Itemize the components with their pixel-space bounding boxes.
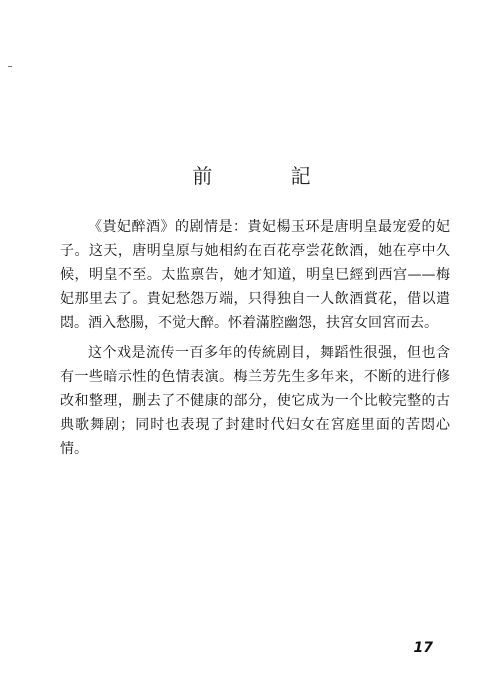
paragraph-1: 《貴妃醉酒》的剧情是：貴妃楊玉环是唐明皇最宠爱的妃子。这天，唐明皇原与她相約在百花亭尝花飲酒，她在亭中久候，明皇不至。太监禀告，她才知道，明皇巳經到西宫——梅妃那里去了。貴妃愁怨万端，只得独自一人飲酒賞花，借以遣悶。酒入愁腸，不觉大醉。怀着滿腔幽怨，扶宮女回宮而去。: [60, 219, 450, 331]
page-title: 前 記: [192, 164, 347, 188]
paragraph-2: 这个戏是流传一百多年的传統剧目，舞蹈性很强，但也含有一些暗示性的色情表演。梅兰芳先生多年来，不断的进行修改和整理，删去了不健康的部分，使它成为一个比較完整的古典歌舞剧；同时也表現了封建时代妇女在宮庭里面的苦悶心情。: [60, 345, 450, 457]
scan-mark: [8, 66, 12, 67]
body-text: [60, 215, 450, 461]
page-number: 17: [413, 640, 433, 656]
